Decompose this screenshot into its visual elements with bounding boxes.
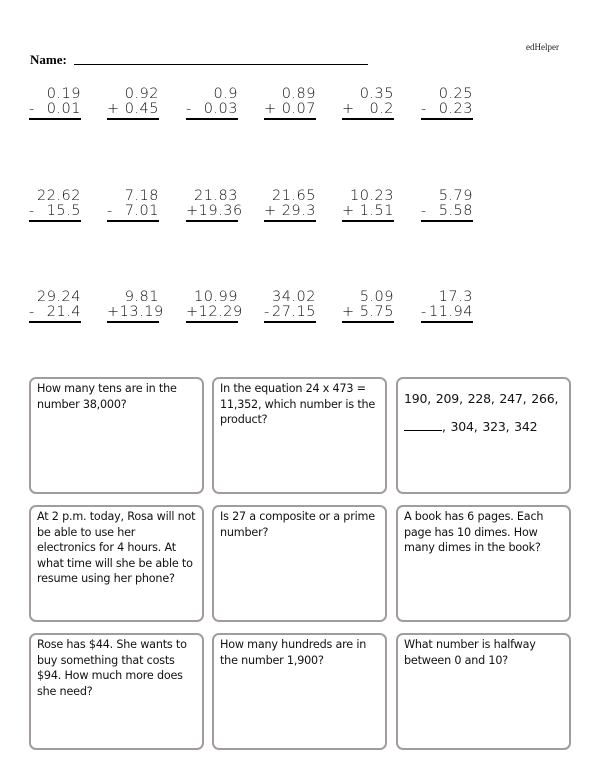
problem-bottom-row — [107, 102, 159, 117]
plus-operator: + — [264, 101, 277, 117]
plus-operator: + — [342, 304, 355, 320]
problem-bottom-row — [186, 102, 238, 117]
problem-bottom-row — [342, 305, 394, 320]
problem-bottom-operand: 0.01 — [46, 101, 81, 117]
problem-7 — [29, 189, 81, 222]
answer-line — [186, 220, 238, 222]
problem-bottom-row — [186, 304, 243, 320]
question-card-product[interactable] — [212, 377, 387, 494]
problem-bottom-operand: 29.3 — [281, 203, 316, 219]
question-card-dimes[interactable] — [396, 505, 571, 622]
answer-line — [342, 220, 394, 222]
problem-4 — [264, 87, 316, 120]
minus-operator: - — [264, 304, 270, 320]
answer-line — [29, 220, 81, 222]
problem-9 — [186, 188, 243, 222]
problem-bottom-operand: 27.15 — [271, 304, 316, 320]
minus-operator: - — [29, 101, 35, 117]
plus-operator: + — [107, 101, 120, 117]
problem-18 — [421, 290, 473, 323]
plus-operator: + — [264, 203, 277, 219]
problem-bottom-row — [107, 204, 159, 219]
question-text: In the equation 24 x 473 = 11,352, which number is the product? — [220, 382, 376, 426]
minus-operator: - — [421, 101, 427, 117]
problem-5 — [342, 87, 394, 120]
problem-12 — [421, 189, 473, 222]
answer-blank[interactable] — [404, 418, 442, 431]
problem-top-operand: 29.24 — [36, 289, 81, 305]
problem-top-operand: 21.65 — [271, 188, 316, 204]
problem-8 — [107, 189, 159, 222]
problem-bottom-row — [342, 102, 394, 117]
problem-top-operand: 10.99 — [193, 289, 238, 305]
minus-operator: - — [421, 203, 427, 219]
problem-bottom-row — [264, 305, 316, 320]
problem-bottom-operand: 5.58 — [438, 203, 473, 219]
answer-line — [264, 321, 316, 323]
answer-line — [107, 220, 159, 222]
answer-line — [264, 118, 316, 120]
question-card-money[interactable] — [29, 633, 204, 750]
problem-bottom-row — [421, 204, 473, 219]
problem-17 — [342, 290, 394, 323]
question-card-halfway[interactable] — [396, 633, 571, 750]
problem-bottom-row — [421, 102, 473, 117]
question-card-tens[interactable] — [29, 377, 204, 494]
problem-3 — [186, 87, 238, 120]
problem-top-operand: 22.62 — [36, 188, 81, 204]
problem-bottom-row — [264, 204, 316, 219]
answer-line — [186, 321, 238, 323]
problem-top-operand: 34.02 — [271, 289, 316, 305]
answer-line — [342, 118, 394, 120]
minus-operator: - — [29, 203, 35, 219]
minus-operator: - — [29, 304, 35, 320]
problem-bottom-row — [186, 203, 243, 219]
problem-top-operand: 0.19 — [46, 86, 81, 102]
problem-bottom-operand: 7.01 — [124, 203, 159, 219]
problem-bottom-operand: 13.19 — [119, 304, 164, 320]
question-card-time[interactable] — [29, 505, 204, 622]
minus-operator: - — [107, 203, 113, 219]
problem-bottom-operand: 15.5 — [46, 203, 81, 219]
problem-bottom-operand: 21.4 — [46, 304, 81, 320]
problem-top-operand: 7.18 — [124, 188, 159, 204]
problem-bottom-row — [29, 204, 81, 219]
question-card-hundreds[interactable] — [212, 633, 387, 750]
answer-line — [342, 321, 394, 323]
problem-bottom-operand: 5.75 — [359, 304, 394, 320]
question-text: How many tens are in the number 38,000? — [37, 382, 177, 411]
problem-bottom-operand: 11.94 — [428, 304, 473, 320]
problem-top-operand: 5.09 — [359, 289, 394, 305]
problem-top-operand: 21.83 — [193, 188, 238, 204]
question-text: What number is halfway between 0 and 10? — [404, 638, 536, 667]
question-text: At 2 p.m. today, Rosa will not be able to use her electronics for 4 hours. At what time will she be able to resume using her phone? — [37, 510, 196, 585]
problem-bottom-operand: 0.07 — [281, 101, 316, 117]
problem-bottom-operand: 0.03 — [203, 101, 238, 117]
minus-operator: - — [421, 304, 427, 320]
minus-operator: - — [186, 101, 192, 117]
problem-bottom-operand: 0.23 — [438, 101, 473, 117]
problem-11 — [342, 189, 394, 222]
answer-line — [421, 118, 473, 120]
problem-bottom-operand: 19.36 — [198, 203, 243, 219]
problem-top-operand: 0.9 — [213, 86, 238, 102]
problem-bottom-operand: 1.51 — [359, 203, 394, 219]
sequence-line-1: 190, 209, 228, 247, 266, — [404, 391, 559, 406]
problem-15 — [186, 289, 243, 323]
problem-bottom-row — [264, 102, 316, 117]
brand-label: edHelper — [526, 42, 559, 52]
plus-operator: + — [342, 101, 355, 117]
problem-top-operand: 17.3 — [438, 289, 473, 305]
problem-bottom-row — [421, 305, 473, 320]
problem-bottom-row — [29, 305, 81, 320]
problem-bottom-row — [107, 304, 164, 320]
answer-line — [421, 220, 473, 222]
problem-top-operand: 0.92 — [124, 86, 159, 102]
answer-line — [107, 118, 159, 120]
problem-top-operand: 5.79 — [438, 188, 473, 204]
answer-line — [29, 118, 81, 120]
answer-line — [421, 321, 473, 323]
problem-top-operand: 0.25 — [438, 86, 473, 102]
name-label: Name: — [30, 52, 67, 67]
plus-operator: + — [342, 203, 355, 219]
problem-top-operand: 0.35 — [359, 86, 394, 102]
problem-14 — [107, 289, 164, 323]
plus-operator: + — [186, 203, 199, 219]
problem-16 — [264, 290, 316, 323]
plus-operator: + — [107, 304, 120, 320]
sequence-line-2 — [404, 413, 563, 441]
question-card-sequence[interactable] — [396, 377, 571, 494]
question-text: Is 27 a composite or a prime number? — [220, 510, 375, 539]
problem-6 — [421, 87, 473, 120]
problem-10 — [264, 189, 316, 222]
answer-line — [264, 220, 316, 222]
name-input-line[interactable] — [74, 64, 368, 65]
question-text: A book has 6 pages. Each page has 10 dimes. How many dimes in the book? — [404, 510, 544, 554]
question-card-composite[interactable] — [212, 505, 387, 622]
problem-bottom-operand: 0.45 — [124, 101, 159, 117]
problem-1 — [29, 87, 81, 120]
sequence-rest: , 304, 323, 342 — [442, 419, 538, 434]
problem-2 — [107, 87, 159, 120]
problem-bottom-operand: 12.29 — [198, 304, 243, 320]
problem-top-operand: 10.23 — [349, 188, 394, 204]
problem-13 — [29, 290, 81, 323]
problem-bottom-row — [342, 204, 394, 219]
problem-bottom-operand: 0.2 — [369, 101, 394, 117]
question-text: Rose has $44. She wants to buy something that costs $94. How much more does she need? — [37, 638, 187, 698]
answer-line — [107, 321, 159, 323]
answer-line — [186, 118, 238, 120]
problem-top-operand: 9.81 — [124, 289, 159, 305]
answer-line — [29, 321, 81, 323]
plus-operator: + — [186, 304, 199, 320]
question-text: How many hundreds are in the number 1,900? — [220, 638, 367, 667]
problem-top-operand: 0.89 — [281, 86, 316, 102]
problem-bottom-row — [29, 102, 81, 117]
